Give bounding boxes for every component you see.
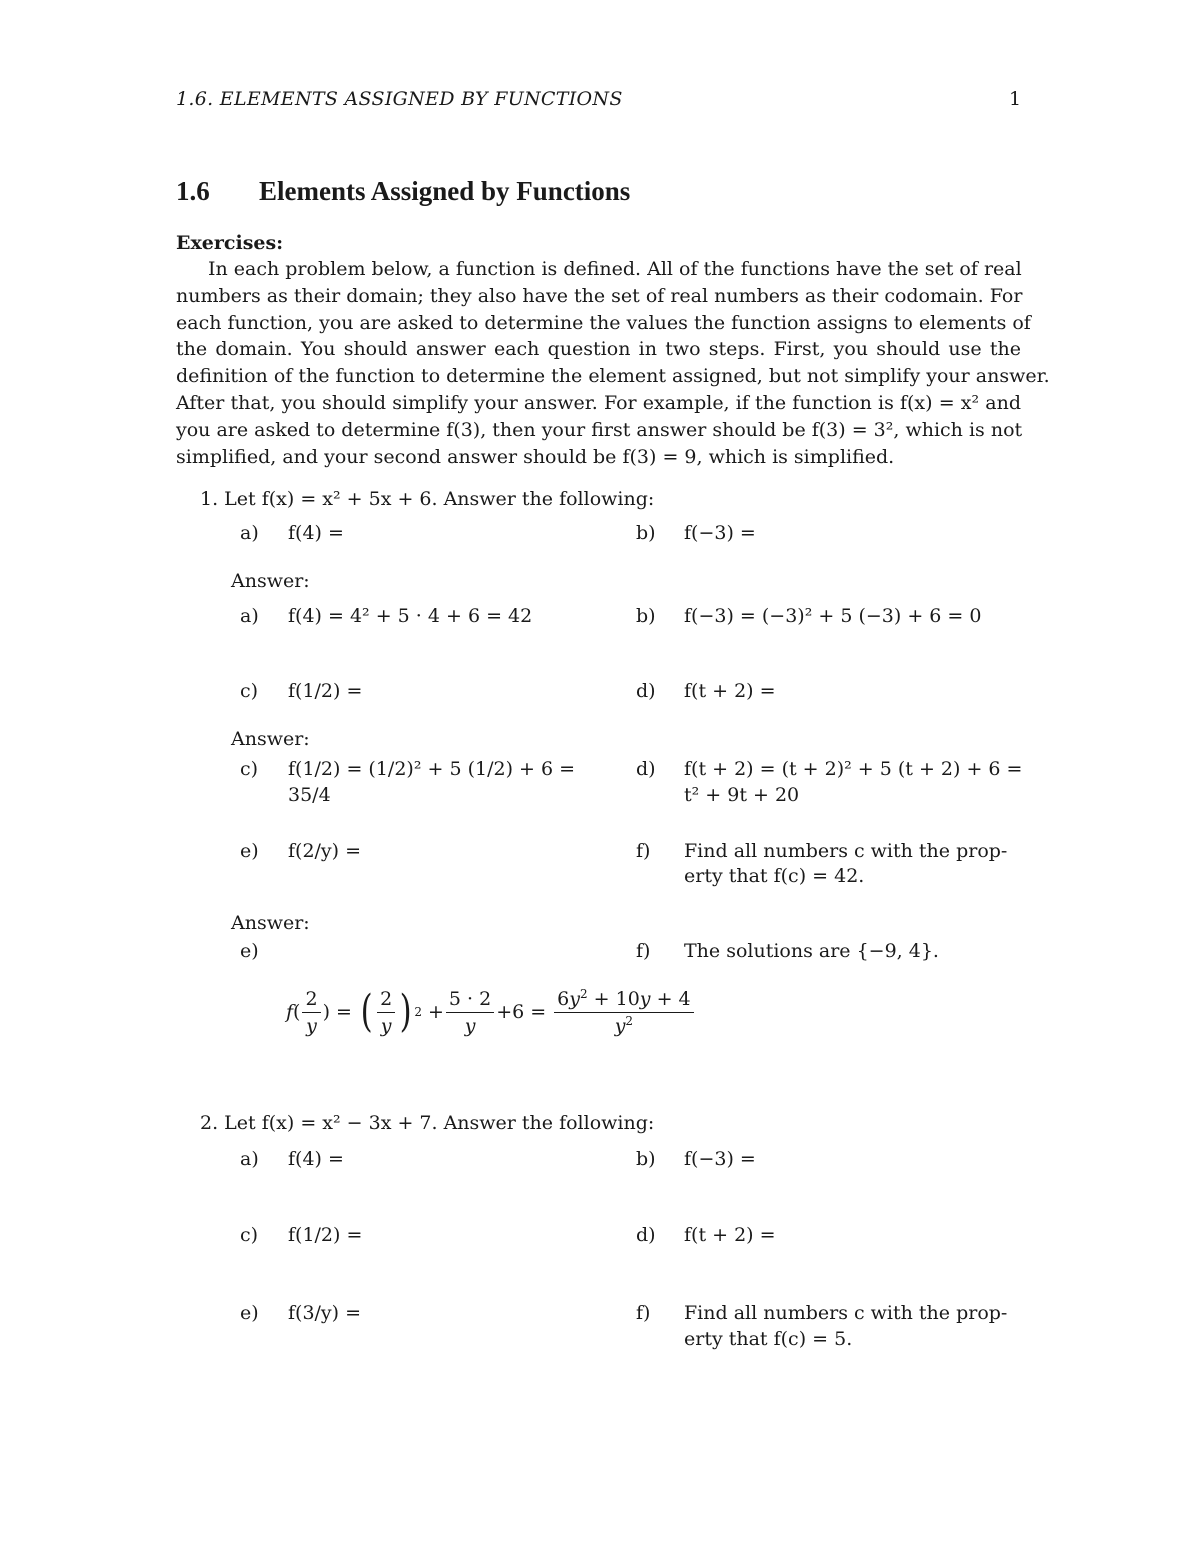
label-c: c): [240, 758, 259, 780]
label-f: f): [636, 1302, 651, 1324]
problem-1-f-question-line2: erty that f(c) = 42.: [684, 865, 865, 887]
answer-label: Answer:: [231, 912, 310, 934]
label-d: d): [636, 680, 656, 702]
problem-2-e-question: f(3/y) =: [288, 1302, 362, 1324]
label-e: e): [240, 1302, 259, 1324]
label-f: f): [636, 940, 651, 962]
problem-2-f-question-line2: erty that f(c) = 5.: [684, 1328, 853, 1350]
running-header: 1.6. ELEMENTS ASSIGNED BY FUNCTIONS: [176, 88, 623, 110]
page-number: 1: [1009, 88, 1022, 110]
label-a: a): [240, 605, 259, 627]
intro-line: each function, you are asked to determine the values the function assigns to elements of: [176, 311, 1031, 334]
label-a: a): [240, 1148, 259, 1170]
intro-line: you are asked to determine f(3), then your first answer should be f(3) = 3², which is not: [176, 418, 1023, 441]
answer-label: Answer:: [231, 728, 310, 750]
problem-1-a-question: f(4) =: [288, 522, 344, 544]
problem-1-c-answer-line2: 35/4: [288, 784, 331, 806]
label-b: b): [636, 605, 656, 627]
label-e: e): [240, 940, 259, 962]
problem-1-d-answer-line1: f(t + 2) = (t + 2)² + 5 (t + 2) + 6 =: [684, 758, 1023, 780]
label-c: c): [240, 1224, 259, 1246]
problem-1-d-question: f(t + 2) =: [684, 680, 776, 702]
problem-1-b-answer: f(−3) = (−3)² + 5 (−3) + 6 = 0: [684, 605, 982, 627]
label-d: d): [636, 1224, 656, 1246]
problem-1-a-answer: f(4) = 4² + 5 · 4 + 6 = 42: [288, 605, 533, 627]
label-e: e): [240, 840, 259, 862]
problem-1-c-question: f(1/2) =: [288, 680, 363, 702]
section-number: 1.6: [176, 176, 210, 206]
intro-paragraph: [176, 256, 1050, 470]
exercises-heading: Exercises:: [176, 232, 284, 254]
intro-line: definition of the function to determine the element assigned, but not simplify your answer.: [176, 365, 1050, 388]
problem-1-f-answer: The solutions are {−9, 4}.: [684, 940, 939, 962]
label-b: b): [636, 522, 656, 544]
label-b: b): [636, 1148, 656, 1170]
problem-2-b-question: f(−3) =: [684, 1148, 756, 1170]
problem-1-f-question-line1: Find all numbers c with the prop-: [684, 840, 1008, 862]
problem-2-f-question-line1: Find all numbers c with the prop-: [684, 1302, 1008, 1324]
section-title: Elements Assigned by Functions: [259, 176, 631, 206]
intro-line: numbers as their domain; they also have the set of real numbers as their codomain. For: [176, 284, 1023, 307]
problem-2-statement: 2. Let f(x) = x² − 3x + 7. Answer the following:: [200, 1112, 655, 1134]
problem-1-e-question: f(2/y) =: [288, 840, 362, 862]
problem-1-e-answer-display: f ( $\frac{2}{y}$ ) = ( $\frac{2}{y}$ ) 2 + $\frac{5 \cdot 2}{y}$ +6 = $\frac{6y^2 + 10y + 4}{y^2}$: [286, 980, 696, 1044]
answer-label: Answer:: [231, 570, 310, 592]
problem-1-statement: 1. Let f(x) = x² + 5x + 6. Answer the following:: [200, 488, 655, 510]
intro-line: In each problem below, a function is defined. All of the functions have the set of real: [208, 258, 1022, 280]
problem-2-c-question: f(1/2) =: [288, 1224, 363, 1246]
intro-line: After that, you should simplify your answer. For example, if the function is f(x) = x² and: [176, 391, 1021, 414]
label-c: c): [240, 680, 259, 702]
intro-line: simplified, and your second answer should be f(3) = 9, which is simplified.: [176, 445, 895, 468]
problem-1-c-answer-line1: f(1/2) = (1/2)² + 5 (1/2) + 6 =: [288, 758, 576, 780]
label-d: d): [636, 758, 656, 780]
problem-1-b-question: f(−3) =: [684, 522, 756, 544]
label-a: a): [240, 522, 259, 544]
problem-2-a-question: f(4) =: [288, 1148, 344, 1170]
problem-1-d-answer-line2: t² + 9t + 20: [684, 784, 800, 806]
label-f: f): [636, 840, 651, 862]
problem-2-d-question: f(t + 2) =: [684, 1224, 776, 1246]
intro-line: the domain. You should answer each question in two steps. First, you should use the: [176, 338, 1021, 361]
